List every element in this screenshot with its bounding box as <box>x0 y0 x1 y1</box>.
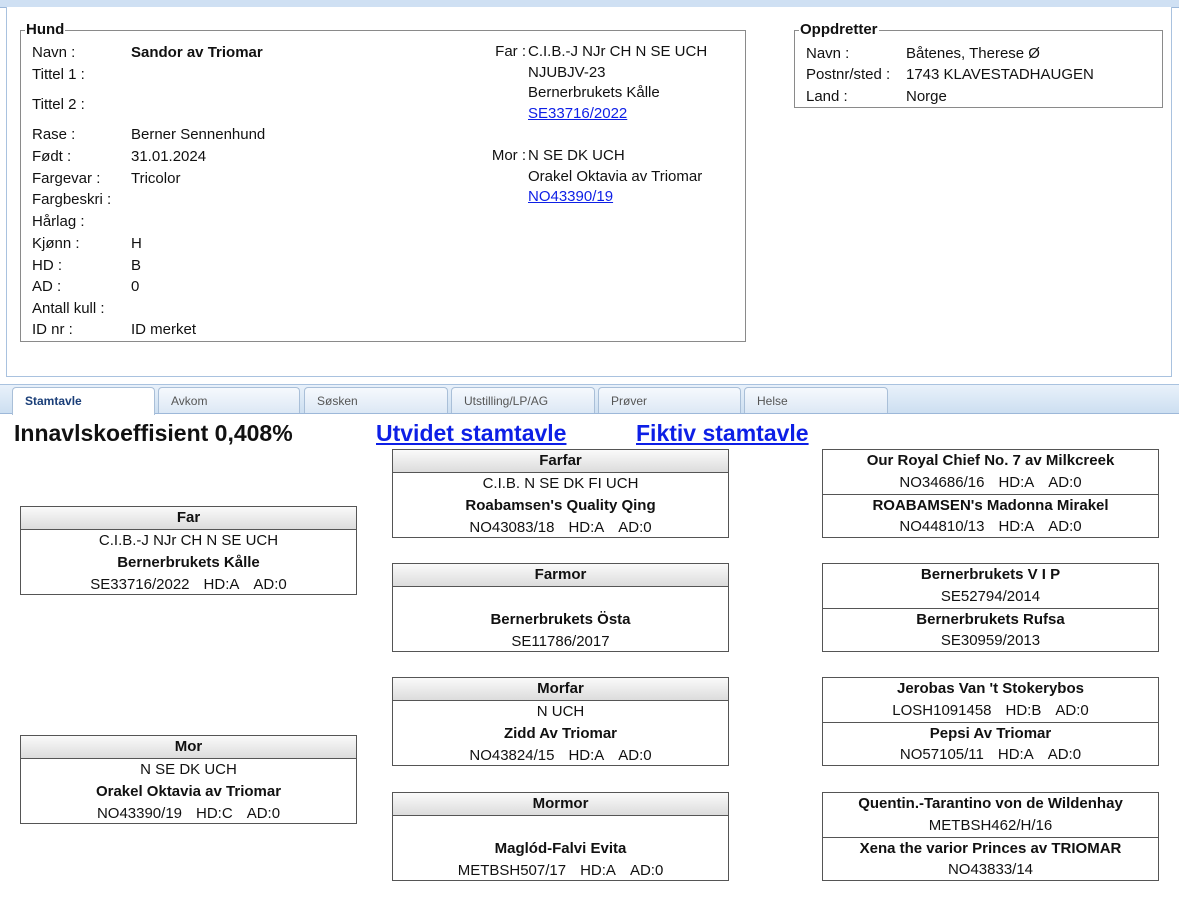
field-value: Norge <box>906 88 947 105</box>
field-value: 1743 KLAVESTADHAUGEN <box>906 66 1094 83</box>
hd: HD:A <box>203 576 240 593</box>
hd: HD:B <box>1005 702 1042 719</box>
card-name: Orakel Oktavia av Triomar <box>95 783 282 800</box>
card-name[interactable]: Jerobas Van 't Stokerybos <box>897 680 1084 697</box>
hd: HD:A <box>568 519 605 536</box>
card-reg: NO43833/14 <box>947 861 1034 878</box>
ad: AD:0 <box>618 747 652 764</box>
field-value: 31.01.2024 <box>131 148 207 165</box>
fiktiv-stamtavle-link[interactable]: Fiktiv stamtavle <box>636 420 809 446</box>
hd: HD:A <box>998 518 1035 535</box>
ad: AD:0 <box>629 862 664 879</box>
ad: AD:0 <box>1048 474 1082 491</box>
far-label: Far : <box>495 43 526 60</box>
card-title: C.I.B. N SE DK FI UCH <box>482 475 639 492</box>
tab-avkom[interactable]: Avkom <box>158 387 300 413</box>
pedigree-gen3-morfar-parents <box>822 677 1159 766</box>
card-title <box>393 587 728 609</box>
card-header: Mormor <box>393 793 728 816</box>
field-label: Navn : <box>32 44 76 61</box>
pedigree-gen3-farmor-parents <box>822 563 1159 652</box>
ad: AD:0 <box>1048 518 1082 535</box>
mor-reg-link[interactable]: NO43390/19 <box>528 188 614 205</box>
field-value: Båtenes, Therese Ø <box>906 45 1040 62</box>
card-name[interactable]: Xena the varior Princes av TRIOMAR <box>823 837 1158 859</box>
card-name: Roabamsen's Quality Qing <box>465 497 656 514</box>
card-name[interactable]: Bernerbrukets V I P <box>920 566 1061 583</box>
card-reg <box>393 745 728 767</box>
card-name[interactable]: ROABAMSEN's Madonna Mirakel <box>823 494 1158 516</box>
card-name[interactable]: Quentin.-Tarantino von de Wildenhay <box>858 795 1123 812</box>
field-value: Tricolor <box>131 170 181 187</box>
far-name: Bernerbrukets Kålle <box>528 84 660 101</box>
card-name: Maglód-Falvi Evita <box>494 840 627 857</box>
card-reg <box>393 860 728 882</box>
hd: HD:A <box>568 747 605 764</box>
tab-bar <box>0 384 1179 414</box>
card-reg <box>823 472 1158 494</box>
hd: HD:A <box>580 862 616 879</box>
reg: NO44810/13 <box>899 518 985 535</box>
far-title2: NJUBJV-23 <box>528 63 606 81</box>
card-reg: METBSH462/H/16 <box>928 817 1053 834</box>
field-label: Fargevar : <box>32 170 101 187</box>
field-label: Fargbeskri : <box>32 191 112 208</box>
field-label: AD : <box>32 278 62 295</box>
mor-name: Orakel Oktavia av Triomar <box>528 167 703 185</box>
hd: HD:A <box>998 474 1035 491</box>
reg: SE11786/2017 <box>511 633 610 650</box>
card-reg: SE52794/2014 <box>940 588 1041 605</box>
field-label: Født : <box>32 148 72 165</box>
card-reg <box>393 517 728 539</box>
card-name[interactable]: Pepsi Av Triomar <box>823 722 1158 744</box>
reg: NO57105/11 <box>899 746 984 763</box>
field-label: Kjønn : <box>32 235 80 252</box>
field-value: ID merket <box>131 321 197 338</box>
field-label: Tittel 2 : <box>32 96 85 113</box>
tab-helse[interactable]: Helse <box>744 387 888 413</box>
card-name: Zidd Av Triomar <box>503 725 618 742</box>
hund-mor <box>480 146 740 210</box>
tab-stamtavle[interactable]: Stamtavle <box>12 387 155 415</box>
field-value: 0 <box>131 278 140 295</box>
card-header: Farmor <box>393 564 728 587</box>
card-reg <box>393 631 728 653</box>
card-name: Bernerbrukets Östa <box>490 611 631 628</box>
dog-name: Sandor av Triomar <box>131 44 263 61</box>
field-label: Tittel 1 : <box>32 66 85 83</box>
far-reg-link[interactable]: SE33716/2022 <box>528 104 628 122</box>
oppdretter-legend: Oppdretter <box>800 21 878 38</box>
mor-title: N SE DK UCH <box>528 147 625 164</box>
pedigree-mormor[interactable] <box>392 792 729 881</box>
reg: NO43083/18 <box>469 519 555 536</box>
hund-legend: Hund <box>26 21 65 38</box>
field-label: HD : <box>32 257 62 274</box>
hd: HD:C <box>196 805 233 822</box>
ad: AD:0 <box>1047 746 1082 763</box>
field-label: Postnr/sted : <box>806 66 891 83</box>
field-value: Berner Sennenhund <box>131 126 266 143</box>
card-title <box>393 816 728 838</box>
tab-sosken[interactable]: Søsken <box>304 387 448 413</box>
field-label: Hårlag : <box>32 213 85 230</box>
field-label: Navn : <box>806 45 850 62</box>
field-label: ID nr : <box>32 321 73 338</box>
tab-prover[interactable]: Prøver <box>598 387 741 413</box>
reg: NO34686/16 <box>899 474 985 491</box>
field-label: Land : <box>806 88 848 105</box>
card-header: Mor <box>21 736 356 759</box>
ad: AD:0 <box>1055 702 1089 719</box>
card-title: N SE DK UCH <box>140 761 237 778</box>
card-reg: SE30959/2013 <box>940 632 1041 649</box>
field-label: Rase : <box>32 126 76 143</box>
pedigree-farmor[interactable] <box>392 563 729 652</box>
reg: NO43390/19 <box>96 805 183 822</box>
utvidet-stamtavle-link[interactable]: Utvidet stamtavle <box>376 420 567 446</box>
field-value: B <box>131 257 142 274</box>
ad: AD:0 <box>618 519 652 536</box>
card-reg <box>21 803 356 825</box>
innavlskoeffisient: Innavlskoeffisient 0,408% <box>14 420 293 446</box>
reg: NO43824/15 <box>469 747 555 764</box>
ad: AD:0 <box>253 576 287 593</box>
pedigree-morfar[interactable] <box>392 677 729 766</box>
reg: LOSH1091458 <box>892 702 992 719</box>
hd: HD:A <box>997 746 1034 763</box>
hund-far <box>480 42 740 126</box>
pedigree-farfar[interactable] <box>392 449 729 538</box>
tab-utstilling[interactable]: Utstilling/LP/AG <box>451 387 595 413</box>
mor-label: Mor : <box>491 147 526 164</box>
card-header: Morfar <box>393 678 728 701</box>
card-header: Farfar <box>393 450 728 473</box>
card-reg <box>823 700 1158 722</box>
card-title: N UCH <box>536 703 585 720</box>
ad: AD:0 <box>246 805 281 822</box>
card-name[interactable]: Our Royal Chief No. 7 av Milkcreek <box>866 452 1115 469</box>
card-title: C.I.B.-J NJr CH N SE UCH <box>98 532 279 549</box>
card-name[interactable]: Bernerbrukets Rufsa <box>823 608 1158 630</box>
card-reg <box>21 574 356 596</box>
reg: SE33716/2022 <box>90 576 190 593</box>
card-header: Far <box>21 507 356 530</box>
field-label: Antall kull : <box>32 300 105 317</box>
pedigree-mor[interactable] <box>20 735 357 824</box>
card-reg <box>823 744 1158 766</box>
reg: METBSH507/17 <box>457 862 567 879</box>
field-value: H <box>131 235 142 252</box>
far-title: C.I.B.-J NJr CH N SE UCH <box>528 43 708 60</box>
pedigree-far[interactable] <box>20 506 357 595</box>
card-reg <box>823 516 1158 538</box>
pedigree-gen3-mormor-parents <box>822 792 1159 881</box>
pedigree-gen3-farfar-parents <box>822 449 1159 538</box>
card-name: Bernerbrukets Kålle <box>117 554 260 571</box>
